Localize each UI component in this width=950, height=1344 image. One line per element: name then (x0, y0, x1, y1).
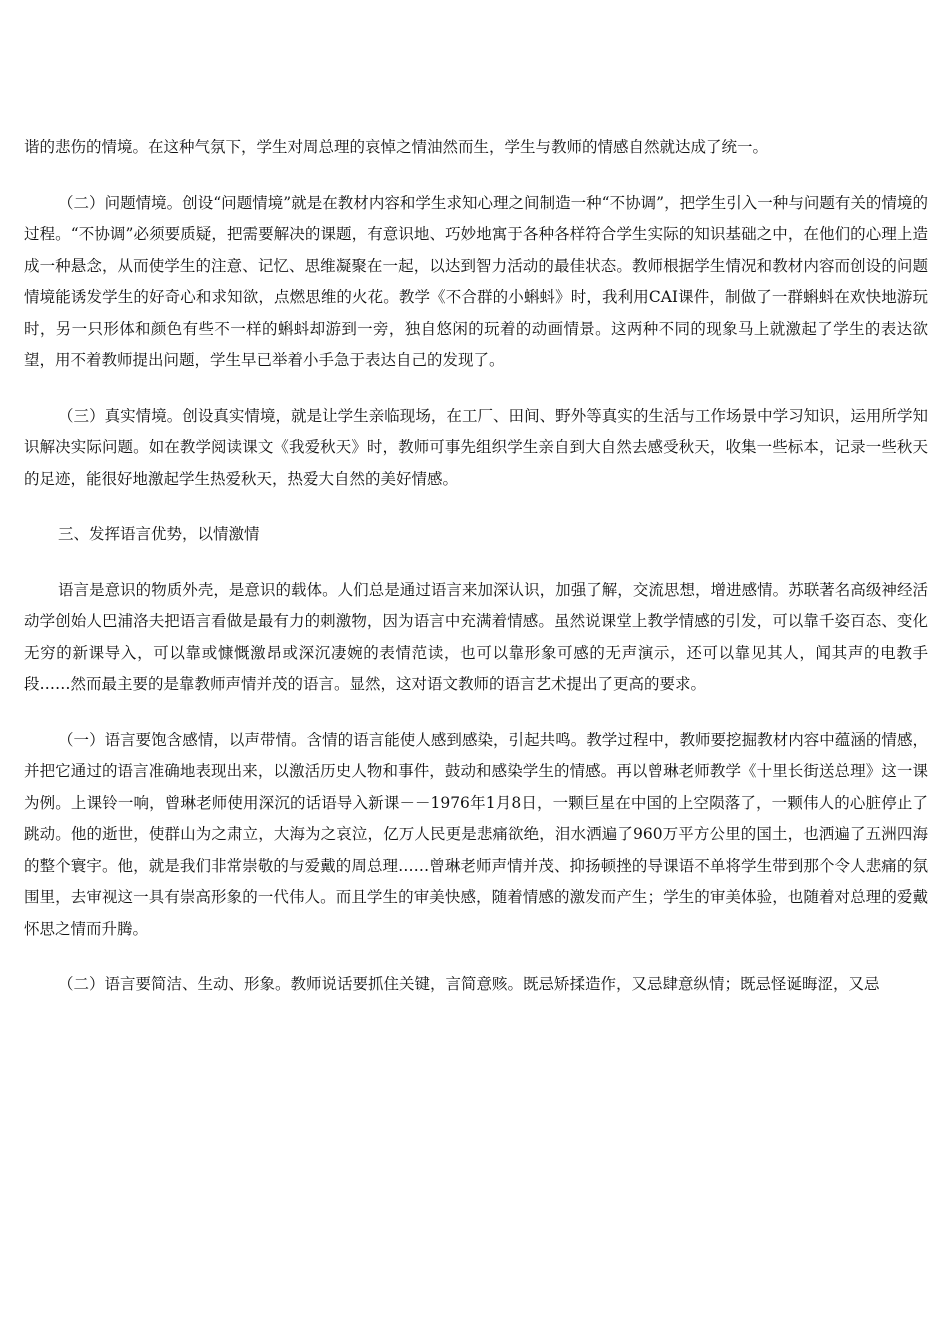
paragraph-language-emotion: （一）语言要饱含感情，以声带情。含情的语言能使人感到感染，引起共鸣。教学过程中，教师要挖掘教材内容中蕴涵的情感，并把它通过的语言准确地表现出来，以激活历史人物和事件，鼓动和感染学生的情感。再以曾琳老师教学《十里长街送总理》这一课为例。上课铃一响，曾琳老师使用深沉的话语导入新课－－1976年1月8日，一颗巨星在中国的上空陨落了，一颗伟人的心脏停止了跳动。他的逝世，使群山为之肃立，大海为之哀泣，亿万人民更是悲痛欲绝，泪水洒遍了960万平方公里的国土，也洒遍了五洲四海的整个寰宇。他，就是我们非常崇敬的与爱戴的周总理……曾琳老师声情并茂、抑扬顿挫的导课语不单将学生带到那个令人悲痛的氛围里，去审视这一具有崇高形象的一代伟人。而且学生的审美快感，随着情感的激发而产生；学生的审美体验，也随着对总理的爱戴怀思之情而升腾。 (24, 730, 928, 938)
paragraph-language-intro: 语言是意识的物质外壳，是意识的载体。人们总是通过语言来加深认识，加强了解，交流思想，增进感情。苏联著名高级神经活动学创始人巴浦洛夫把语言看做是最有力的刺激物，因为语言中充满着情感。虽然说课堂上教学情感的引发，可以靠千姿百态、变化无穷的新课导入，可以靠或慷慨激昂或深沉凄婉的表情范读，也可以靠形象可感的无声演示，还可以靠见其人，闻其声的电教手段……然而最主要的是靠教师声情并茂的语言。显然，这对语文教师的语言艺术提出了更高的要求。 (24, 580, 928, 693)
paragraph-continuation: 谐的悲伤的情境。在这种气氛下，学生对周总理的哀悼之情油然而生，学生与教师的情感自然就达成了统一。 (24, 138, 769, 156)
paragraph-real-situation: （三）真实情境。创设真实情境，就是让学生亲临现场，在工厂、田间、野外等真实的生活与工作场景中学习知识，运用所学知识解决实际问题。如在教学阅读课文《我爱秋天》时，教师可事先组织学生亲自到大自然去感受秋天，收集一些标本，记录一些秋天的足迹，能很好地激起学生热爱秋天，热爱大自然的美好情感。 (24, 406, 928, 488)
paragraph-language-concise: （二）语言要简洁、生动、形象。教师说话要抓住关键，言简意赅。既忌矫揉造作，又忌肆意纵情；既忌怪诞晦涩，又忌 (58, 975, 880, 993)
paragraph-problem-situation: （二）问题情境。创设“问题情境”就是在教材内容和学生求知心理之间制造一种“不协调”，把学生引入一种与问题有关的情境的过程。“不协调”必须要质疑，把需要解决的课题，有意识地、巧妙地寓于各种各样符合学生实际的知识基础之中，在他们的心理上造成一种悬念，从而使学生的注意、记忆、思维凝聚在一起，以达到智力活动的最佳状态。教师根据学生情况和教材内容而创设的问题情境能诱发学生的好奇心和求知欲，点燃思维的火花。教学《不合群的小蝌蚪》时，我利用CAI课件，制做了一群蝌蚪在欢快地游玩时，另一只形体和颜色有些不一样的蝌蚪却游到一旁，独自悠闲的玩着的动画情景。这两种不同的现象马上就激起了学生的表达欲望，用不着教师提出问题，学生早已举着小手急于表达自己的发现了。 (24, 193, 928, 369)
document-page (24, 132, 928, 1001)
section-heading: 三、发挥语言优势，以情激情 (58, 525, 260, 543)
